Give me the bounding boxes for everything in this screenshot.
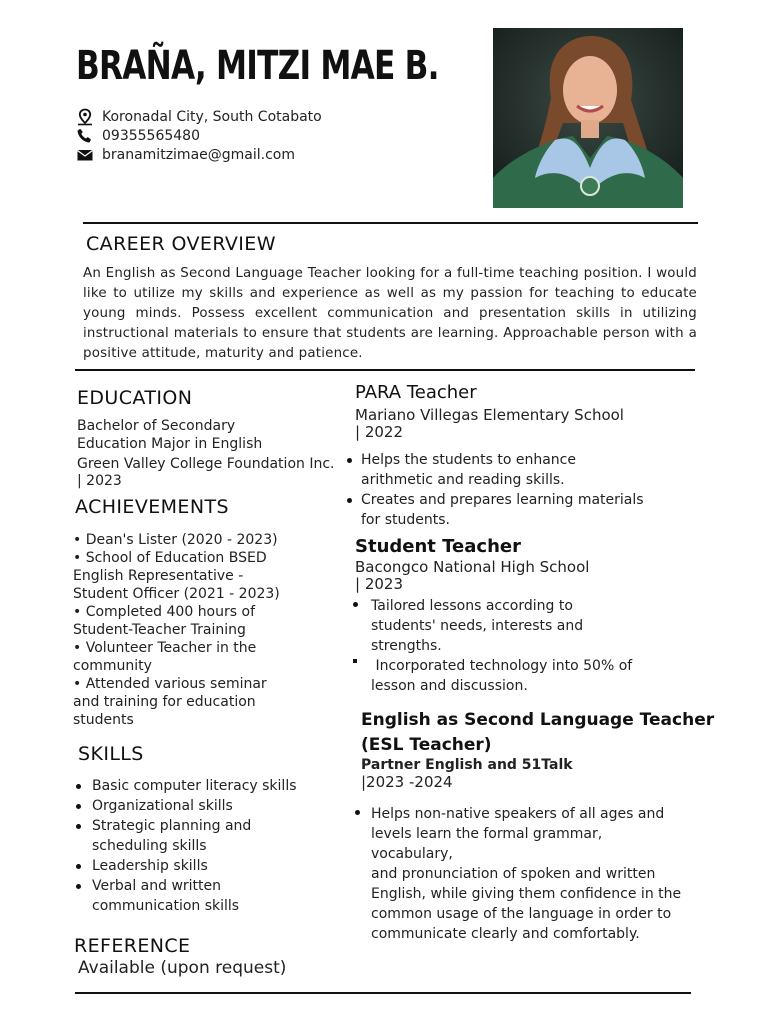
bullet-icon: [76, 784, 81, 789]
bullet-icon: [355, 810, 360, 815]
skills-list: [74, 776, 344, 916]
achievement-line: community: [73, 658, 152, 674]
graduation-year: | 2023: [77, 473, 122, 489]
bullet-icon: [76, 884, 81, 889]
email-text[interactable]: branamitzimae@gmail.com: [102, 146, 295, 163]
job-date: | 2023: [355, 575, 403, 593]
degree-line: Bachelor of Secondary: [77, 418, 236, 434]
address-text: Koronadal City, South Cotabato: [102, 108, 322, 125]
school-name: Green Valley College Foundation Inc.: [77, 456, 335, 472]
divider-top: [83, 222, 698, 224]
job-bullet: Incorporated technology into 50% of lesson and discussion.: [351, 656, 671, 696]
job-bullets-para-teacher: [345, 450, 665, 530]
divider-middle: [75, 369, 695, 371]
degree-major-line: Education Major in English: [77, 436, 263, 452]
job-org-student-teacher: [355, 559, 655, 593]
job-date: |2023 -2024: [361, 773, 453, 791]
job-bullets-student-teacher: [351, 596, 671, 696]
achievement-line: Student-Teacher Training: [73, 622, 246, 638]
bullet-icon: [76, 824, 81, 829]
job-title-line: (ESL Teacher): [361, 735, 492, 755]
job-title-esl-teacher: [361, 708, 721, 758]
contact-email: [76, 145, 295, 164]
skill-item: Basic computer literacy skills: [74, 776, 344, 796]
contact-phone: [76, 126, 200, 145]
achievement-line: • Dean's Lister (2020 - 2023): [73, 532, 278, 548]
skill-item: Verbal and written communication skills: [74, 876, 344, 916]
job-title-para-teacher: PARA Teacher: [355, 382, 477, 403]
job-bullets-esl-teacher: [353, 804, 688, 944]
org-name: Mariano Villegas Elementary School: [355, 406, 624, 424]
org-name: Partner English and 51Talk: [361, 757, 573, 773]
bullet-icon: [353, 659, 357, 663]
job-bullet: Helps non-native speakers of all ages and levels learn the formal grammar, vocabulary, and pronunciation of spoken and written English, while giving them confidence in the common usage of the language in order to communicate clearly and comfortably.: [353, 804, 688, 944]
job-bullet: Creates and prepares learning materials for students.: [345, 490, 665, 530]
job-title-student-teacher: Student Teacher: [355, 536, 521, 557]
bullet-icon: [353, 602, 358, 607]
achievements-heading: ACHIEVEMENTS: [75, 496, 229, 518]
bullet-icon: [76, 864, 81, 869]
education-heading: EDUCATION: [77, 387, 193, 409]
job-title-line: English as Second Language Teacher: [361, 710, 715, 730]
achievement-line: English Representative -: [73, 568, 244, 584]
achievement-line: • Volunteer Teacher in the: [73, 640, 257, 656]
achievement-line: students: [73, 712, 134, 728]
achievement-line: and training for education: [73, 694, 256, 710]
job-date: | 2022: [355, 423, 403, 441]
org-name: Bacongco National High School: [355, 558, 590, 576]
achievements-list: [73, 531, 343, 729]
job-org-esl-teacher: [361, 757, 661, 791]
achievement-line: • School of Education BSED: [73, 550, 267, 566]
achievement-line: Student Officer (2021 - 2023): [73, 586, 280, 602]
mail-icon: [76, 146, 94, 164]
education-degree: [77, 417, 347, 453]
skill-item: Organizational skills: [74, 796, 344, 816]
education-school: [77, 456, 352, 490]
career-overview-text: An English as Second Language Teacher looking for a full-time teaching position. I would like to utilize my skills and experience as well as my passion for teaching to educate young minds. Possess excellent communication and presentation skills in utilizing instructional materials to ensure that students are learning. Approachable person with a positive attitude, maturity and patience.: [83, 266, 697, 361]
profile-photo: [493, 28, 683, 208]
job-bullet: Tailored lessons according to students' needs, interests and strengths.: [351, 596, 671, 656]
skills-heading: SKILLS: [78, 743, 144, 765]
achievement-line: • Attended various seminar: [73, 676, 267, 692]
job-bullet: Helps the students to enhance arithmetic and reading skills.: [345, 450, 665, 490]
skill-item: Strategic planning and scheduling skills: [74, 816, 344, 856]
bullet-icon: [76, 804, 81, 809]
divider-bottom: [75, 992, 691, 994]
job-org-para-teacher: [355, 407, 655, 441]
contact-address: [76, 107, 322, 126]
achievement-line: • Completed 400 hours of: [73, 604, 255, 620]
reference-heading: REFERENCE: [74, 935, 191, 957]
career-overview-heading: CAREER OVERVIEW: [86, 233, 276, 255]
reference-text: Available (upon request): [78, 958, 287, 978]
bullet-icon: [347, 498, 352, 503]
phone-icon: [76, 127, 94, 145]
phone-text[interactable]: 09355565480: [102, 127, 200, 144]
skill-item: Leadership skills: [74, 856, 344, 876]
location-pin-icon: [76, 108, 94, 126]
applicant-name: BRAÑA, MITZI MAE B.: [76, 43, 439, 89]
bullet-icon: [347, 458, 352, 463]
